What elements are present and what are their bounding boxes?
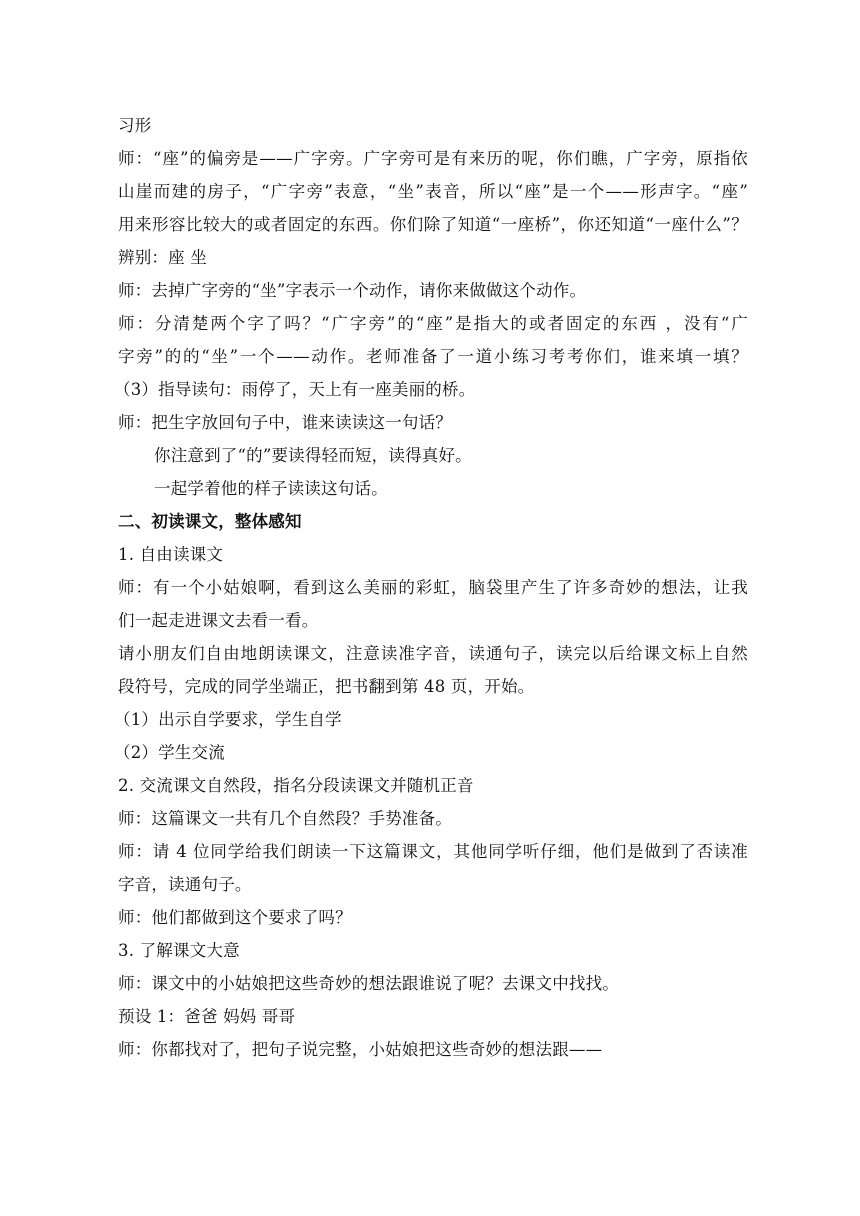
document-body [114,109,748,1066]
text-line: 用来形容比较大的或者固定的东西。你们除了知道“一座桥”，你还知道“一座什么”？ [118,215,748,234]
text-line: 辨别：座 坐 [118,248,207,267]
text-line: 们一起走进课文去看一看。 [118,611,319,630]
text-line: 1. 自由读课文 [118,545,224,564]
text-line: 师：这篇课文一共有几个自然段？手势准备。 [118,809,452,828]
text-line: 师：你都找对了，把句子说完整，小姑娘把这些奇妙的想法跟—— [118,1040,603,1059]
text-line: 段符号，完成的同学坐端正，把书翻到第 48 页，开始。 [118,677,535,696]
text-line: 师：课文中的小姑娘把这些奇妙的想法跟谁说了呢？去课文中找找。 [118,974,619,993]
text-line: （2）学生交流 [114,743,225,762]
text-line: 师：有一个小姑娘啊，看到这么美丽的彩虹，脑袋里产生了许多奇妙的想法，让我 [118,578,748,597]
text-line: （1）出示自学要求，学生自学 [114,710,342,729]
text-line: 你注意到了“的”要读得轻而短，读得真好。 [154,446,472,465]
text-line: 师：请 4 位同学给我们朗读一下这篇课文，其他同学听仔细，他们是做到了否读准 [118,842,748,861]
text-line: 字音，读通句子。 [118,875,252,894]
text-line: 一起学着他的样子读读这句话。 [154,479,388,498]
text-line: 2. 交流课文自然段，指名分段读课文并随机正音 [118,776,474,795]
text-line: 字旁”的的“坐”一个——动作。老师准备了一道小练习考考你们，谁来填一填？ [118,347,748,366]
text-line: 师：把生字放回句子中，谁来读读这一句话？ [118,413,452,432]
text-line: 请小朋友们自由地朗读课文，注意读准字音，读通句子，读完以后给课文标上自然 [118,644,748,663]
text-line: 师：去掉广字旁的“坐”字表示一个动作，请你来做做这个动作。 [118,281,587,300]
section-heading: 二、初读课文，整体感知 [118,512,302,531]
text-line: （3）指导读句：雨停了，天上有一座美丽的桥。 [114,380,476,399]
text-line: 师：他们都做到这个要求了吗？ [118,908,352,927]
text-line: 山崖而建的房子，“广字旁”表意，“坐”表音，所以“座”是一个——形声字。“座” [118,182,748,201]
text-line: 习形 [118,116,152,135]
text-line: 预设 1：爸爸 妈妈 哥哥 [118,1007,296,1026]
text-line: 3. 了解课文大意 [118,941,240,960]
text-line: 师：分清楚两个字了吗？“广字旁”的“座”是指大的或者固定的东西 ，没有“广 [118,314,748,333]
text-line: 师：“座”的偏旁是——广字旁。广字旁可是有来历的呢，你们瞧，广字旁，原指依 [118,149,748,168]
